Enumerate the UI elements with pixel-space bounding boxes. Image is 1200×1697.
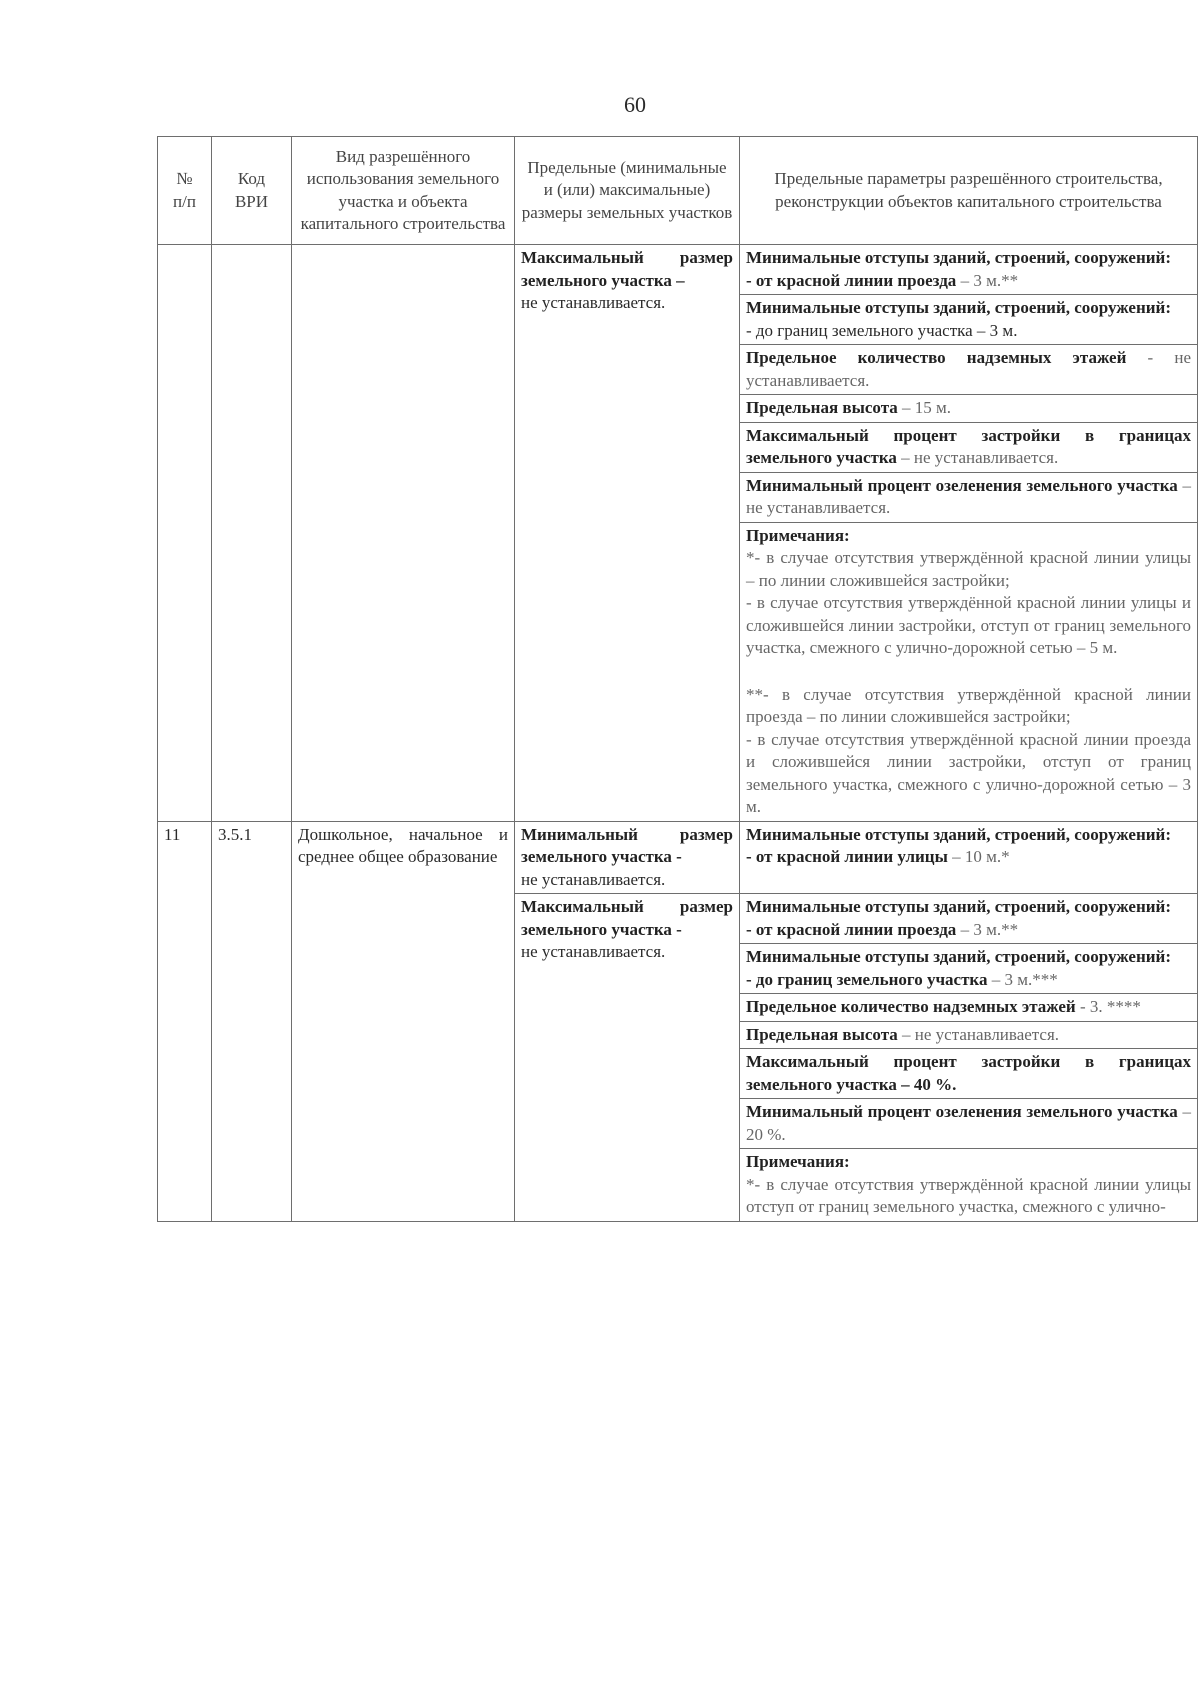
param-sublabel: - от красной линии проезда — [746, 919, 957, 939]
note-text: *- в случае отсутствия утверждённой красной линии улицы отступ от границ земельного участка, смежного с улично- — [746, 1174, 1191, 1216]
param-cell — [740, 1099, 1198, 1149]
max-size-label: Максимальный размер земельного участка – — [521, 248, 733, 290]
param-sublabel: - от красной линии улицы — [746, 847, 948, 866]
notes-cell — [740, 1149, 1198, 1222]
param-cell — [740, 245, 1198, 295]
param-value: – 3 м.*** — [987, 969, 1058, 989]
note-text: *- в случае отсутствия утверждённой красной линии улицы – по линии сложившейся застройки; — [746, 548, 1191, 590]
note-text: - в случае отсутствия утверждённой красной линии улицы и сложившейся линии застройки, отступ от границ земельного участка, смежного с улично-дорожной сетью – 5 м. — [746, 593, 1191, 657]
min-size-label: Минимальный размер земельного участка - — [521, 824, 733, 866]
param-cell — [740, 1049, 1198, 1099]
cell-type: Дошкольное, начальное и среднее общее образование — [292, 821, 515, 1221]
cell-num — [158, 245, 212, 822]
notes-cell — [740, 522, 1198, 821]
notes-title: Примечания: — [746, 525, 850, 545]
max-size-label: Максимальный размер земельного участка - — [521, 897, 733, 939]
note-text: - в случае отсутствия утверждённой красной линии проезда и сложившейся линии застройки, отступ от границ земельного участка, смежного с улично-дорожной сетью – 3 м. — [746, 729, 1191, 816]
cell-min-size — [515, 821, 740, 894]
param-cell — [740, 1021, 1198, 1049]
param-cell — [740, 422, 1198, 472]
param-cell — [740, 345, 1198, 395]
notes-title: Примечания: — [746, 1152, 850, 1171]
param-value: – 40 %. — [896, 1074, 957, 1094]
param-sublabel: - до границ земельного участка — [746, 969, 988, 989]
header-type: Вид разрешённого использования земельного участка и объекта капитального строительства — [292, 137, 515, 245]
param-label: Минимальный процент озеленения земельного участка — [746, 475, 1178, 495]
cell-code — [212, 245, 292, 822]
table-row — [158, 821, 1198, 894]
param-label: Предельное количество надземных этажей — [746, 348, 1127, 367]
param-value: – 3 м.** — [956, 270, 1019, 290]
param-value: – 3 м.** — [956, 919, 1019, 939]
cell-num: 11 — [158, 821, 212, 1221]
param-cell — [740, 821, 1198, 894]
param-cell — [740, 295, 1198, 345]
param-value: – 20 %. — [746, 1102, 1191, 1144]
param-label: Минимальные отступы зданий, строений, сооружений: — [746, 248, 1171, 267]
param-value: - до границ земельного участка – 3 м. — [746, 320, 1018, 340]
param-value: – не устанавливается. — [746, 475, 1191, 517]
table-header-row — [158, 137, 1198, 245]
param-label: Предельная высота — [746, 1024, 898, 1044]
param-label: Минимальный процент озеленения земельного участка — [746, 1102, 1178, 1121]
param-sublabel: - от красной линии проезда — [746, 270, 957, 290]
param-label: Минимальные отступы зданий, строений, сооружений: — [746, 298, 1171, 317]
param-label: Максимальный процент застройки в границах земельного участка — [746, 425, 1191, 467]
regulations-table — [157, 136, 1198, 1222]
max-size-value: не устанавливается. — [521, 293, 666, 312]
min-size-value: не устанавливается. — [521, 869, 666, 889]
header-num: № п/п — [158, 137, 212, 245]
param-label: Минимальные отступы зданий, строений, сооружений: — [746, 947, 1171, 966]
cell-type — [292, 245, 515, 822]
param-value: - не устанавливается. — [746, 348, 1191, 390]
param-value: – не устанавливается. — [896, 448, 1059, 467]
header-code: Код ВРИ — [212, 137, 292, 245]
param-cell — [740, 395, 1198, 423]
param-cell — [740, 944, 1198, 994]
param-label: Минимальные отступы зданий, строений, сооружений: — [746, 897, 1171, 916]
note-text: **- в случае отсутствия утверждённой красной линии проезда – по линии сложившейся застройки; — [746, 684, 1191, 726]
param-label: Максимальный процент застройки в границах земельного участка — [746, 1052, 1191, 1094]
param-cell — [740, 994, 1198, 1022]
cell-code: 3.5.1 — [212, 821, 292, 1221]
param-cell — [740, 472, 1198, 522]
param-value: - 3. **** — [1075, 997, 1141, 1016]
header-params: Предельные параметры разрешённого строительства, реконструкции объектов капитального строительства — [740, 137, 1198, 245]
cell-max-size — [515, 245, 740, 822]
param-label: Минимальные отступы зданий, строений, сооружений: — [746, 824, 1171, 844]
table-row — [158, 245, 1198, 295]
max-size-value: не устанавливается. — [521, 942, 666, 961]
param-value: – 10 м.* — [947, 847, 1010, 866]
page-number: 60 — [624, 92, 646, 117]
param-label: Предельное количество надземных этажей — [746, 997, 1076, 1016]
param-cell — [740, 894, 1198, 944]
cell-max-size — [515, 894, 740, 1222]
spacer — [746, 660, 1191, 684]
param-label: Предельная высота — [746, 398, 898, 417]
header-sizes: Предельные (минимальные и (или) максимальные) размеры земельных участков — [515, 137, 740, 245]
param-value: – не устанавливается. — [897, 1024, 1060, 1044]
param-value: – 15 м. — [897, 398, 952, 417]
